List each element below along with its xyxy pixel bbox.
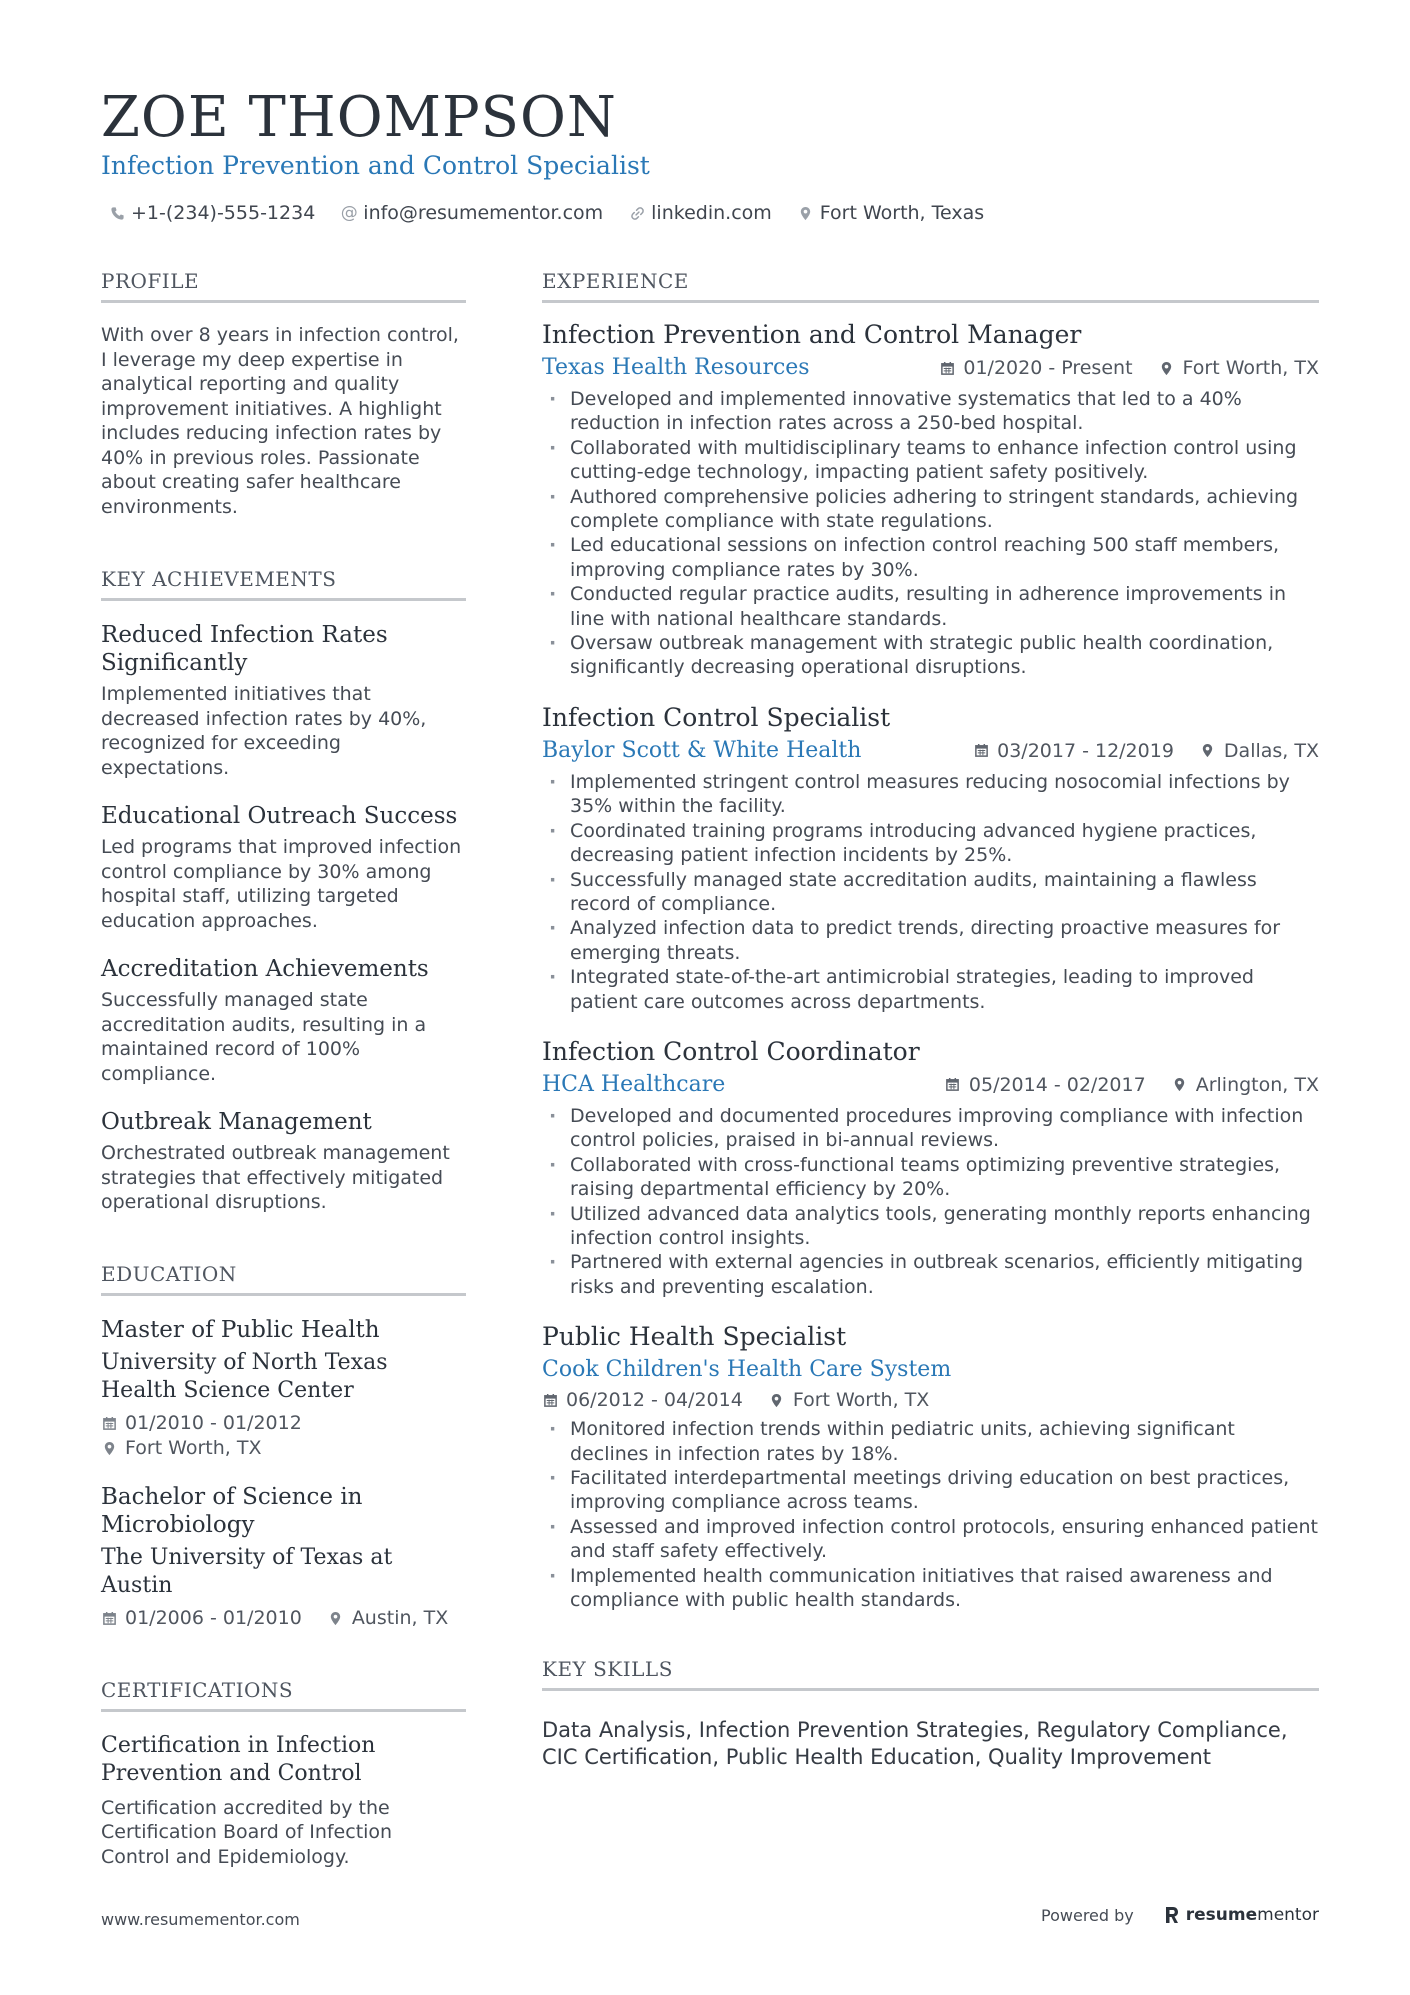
job-bullet: · Coordinated training programs introducing advanced hygiene practices, decreasing patient infection incidents by 25%.	[542, 819, 1319, 868]
dates-text: 03/2017 - 12/2019	[997, 739, 1174, 762]
job-dates	[945, 1072, 1146, 1098]
job-row	[542, 353, 1319, 383]
achievement-title: Outbreak Management	[101, 1109, 372, 1135]
job-bullets	[542, 387, 1319, 680]
map-pin-icon	[798, 204, 814, 222]
dates-text: 01/2020 - Present	[963, 357, 1133, 379]
powered-by-label: Powered by	[1041, 1905, 1134, 1925]
job-bullets	[542, 1104, 1319, 1299]
dates-text: 01/2006 - 01/2010	[125, 1606, 302, 1629]
certification-title: Certification in Infection Prevention and Control	[101, 1732, 376, 1786]
calendar-icon	[939, 359, 955, 377]
achievements-heading: KEY ACHIEVEMENTS	[101, 566, 466, 601]
location-text: Fort Worth, TX	[792, 1389, 930, 1412]
education-dates-location	[101, 1606, 466, 1631]
education-item	[101, 1483, 466, 1631]
certification-item	[101, 1732, 466, 1870]
job-bullet: · Utilized advanced data analytics tools, generating monthly reports enhancing infection control insights.	[542, 1202, 1319, 1251]
job-title: Public Health Specialist	[542, 1322, 847, 1352]
brand-logo-link[interactable]	[1164, 1904, 1319, 1926]
contact-location	[798, 200, 984, 226]
left-column	[101, 268, 466, 1869]
job-bullets	[542, 770, 1319, 1014]
company-name: Texas Health Resources	[542, 355, 810, 380]
education-dates	[101, 1411, 466, 1436]
job-location	[1200, 738, 1319, 764]
contact-linkedin[interactable]	[629, 200, 772, 226]
job-bullet: · Led educational sessions on infection control reaching 500 staff members, improving compliance rates by 30%.	[542, 533, 1319, 582]
job-bullet: · Collaborated with cross-functional teams optimizing preventive strategies, raising departmental efficiency by 20%.	[542, 1153, 1319, 1202]
contact-email[interactable]	[341, 200, 603, 226]
location-text: Austin, TX	[351, 1606, 449, 1629]
calendar-icon	[101, 1609, 117, 1627]
map-pin-icon	[769, 1391, 785, 1409]
location-text: Fort Worth, TX	[125, 1436, 262, 1459]
job-meta	[973, 738, 1319, 764]
profile-heading: PROFILE	[101, 268, 466, 303]
job-entry	[542, 319, 1319, 680]
job-bullet: · Developed and implemented innovative systematics that led to a 40% reduction in infection rates across a 250-bed hospital.	[542, 387, 1319, 436]
education-location	[101, 1436, 466, 1461]
map-pin-icon	[101, 1439, 117, 1457]
achievement-item	[101, 1108, 466, 1215]
job-dates	[973, 738, 1174, 764]
map-pin-icon	[1200, 742, 1216, 760]
job-bullet: · Integrated state-of-the-art antimicrobial strategies, leading to improved patient care outcomes across departments.	[542, 965, 1319, 1014]
footer-website[interactable]: www.resumementor.com	[101, 1910, 300, 1929]
certifications-heading: CERTIFICATIONS	[101, 1677, 466, 1712]
achievement-item	[101, 802, 466, 933]
phone-text: +1-(234)-555-1234	[131, 202, 316, 224]
resume-page	[101, 0, 1319, 1995]
brand-rest-text: mentor	[1257, 1905, 1319, 1925]
job-location	[769, 1387, 929, 1413]
job-bullet: · Implemented stringent control measures reducing nosocomial infections by 35% within the facility.	[542, 770, 1319, 819]
job-bullet: · Developed and documented procedures improving compliance with infection control policies, praised in bi-annual reviews.	[542, 1104, 1319, 1153]
achievement-desc: Led programs that improved infection control compliance by 30% among hospital staff, utilizing targeted education approaches.	[101, 836, 462, 932]
at-icon: @	[340, 203, 358, 223]
degree-title: Master of Public Health	[101, 1316, 380, 1343]
job-bullet: · Analyzed infection data to predict trends, directing proactive measures for emerging threats.	[542, 916, 1319, 965]
location-text: Fort Worth, Texas	[819, 202, 985, 224]
achievement-item	[101, 955, 466, 1086]
degree-title: Bachelor of Science in Microbiology	[101, 1483, 363, 1538]
job-row	[542, 736, 1319, 766]
footer-branding	[1041, 1904, 1319, 1926]
location-text: Arlington, TX	[1195, 1073, 1319, 1096]
job-bullet: · Collaborated with multidisciplinary teams to enhance infection control using cutting-edge technology, impacting patient safety positively.	[542, 436, 1319, 485]
job-title: Infection Control Specialist	[542, 702, 891, 732]
job-bullet: · Implemented health communication initiatives that raised awareness and compliance with public health standards.	[542, 1564, 1319, 1613]
job-entry	[542, 1036, 1319, 1299]
achievement-title: Reduced Infection Rates Significantly	[101, 622, 388, 676]
job-location	[1172, 1072, 1319, 1098]
achievement-desc: Implemented initiatives that decreased infection rates by 40%, recognized for exceeding expectations.	[101, 683, 427, 779]
resumementor-logo-icon	[1164, 1904, 1180, 1926]
achievement-desc: Orchestrated outbreak management strategies that effectively mitigated operational disruptions.	[101, 1142, 450, 1213]
achievement-item	[101, 621, 466, 780]
certification-desc: Certification accredited by the Certification Board of Infection Control and Epidemiology.	[101, 1796, 393, 1868]
email-text: info@resumementor.com	[363, 202, 604, 224]
company-name: Cook Children's Health Care System	[542, 1357, 952, 1383]
job-meta	[542, 1387, 1319, 1413]
job-bullet: · Assessed and improved infection control protocols, ensuring enhanced patient and staff safety effectively.	[542, 1515, 1319, 1564]
education-heading: EDUCATION	[101, 1261, 466, 1296]
right-column	[542, 268, 1319, 1770]
map-pin-icon	[1159, 359, 1175, 377]
calendar-icon	[542, 1391, 558, 1409]
job-dates	[939, 355, 1132, 381]
candidate-title: Infection Prevention and Control Specialist	[101, 151, 650, 180]
contact-bar	[109, 200, 984, 226]
job-entry	[542, 702, 1319, 1014]
job-bullet: · Facilitated interdepartmental meetings driving education on best practices, improving compliance across teams.	[542, 1466, 1319, 1515]
calendar-icon	[973, 742, 989, 760]
job-entry	[542, 1321, 1319, 1612]
dates-text: 06/2012 - 04/2014	[566, 1389, 743, 1412]
job-bullet: · Oversaw outbreak management with strategic public health coordination, significantly decreasing operational disruptions.	[542, 631, 1319, 680]
contact-phone	[109, 200, 315, 226]
job-bullet: · Successfully managed state accreditation audits, maintaining a flawless record of compliance.	[542, 868, 1319, 917]
profile-text: With over 8 years in infection control, I leverage my deep expertise in analytical reporting and quality improvement initiatives. A highlight includes reducing infection rates by 40% in previous roles. Passionate about creating safer healthcare environments.	[101, 324, 459, 518]
job-meta	[945, 1072, 1319, 1098]
skills-heading: KEY SKILLS	[542, 1656, 1319, 1691]
job-location	[1159, 355, 1319, 381]
achievement-title: Educational Outreach Success	[101, 803, 458, 829]
education-item	[101, 1316, 466, 1461]
location-text: Dallas, TX	[1223, 739, 1319, 762]
job-dates	[542, 1387, 743, 1413]
experience-heading: EXPERIENCE	[542, 268, 1319, 303]
job-title: Infection Prevention and Control Manager	[542, 320, 1082, 349]
linkedin-text: linkedin.com	[651, 202, 772, 224]
job-row	[542, 1070, 1319, 1100]
achievement-title: Accreditation Achievements	[101, 956, 429, 982]
company-name: HCA Healthcare	[542, 1071, 726, 1097]
brand-bold-text: resume	[1185, 1905, 1258, 1925]
achievement-desc: Successfully managed state accreditation audits, resulting in a maintained record of 100% compliance.	[101, 989, 427, 1085]
job-bullet: · Monitored infection trends within pediatric units, achieving significant declines in infection rates by 18%.	[542, 1417, 1319, 1466]
company-name: Baylor Scott & White Health	[542, 737, 862, 763]
map-pin-icon	[328, 1609, 344, 1627]
job-bullet: · Authored comprehensive policies adhering to stringent standards, achieving complete compliance with state regulations.	[542, 485, 1319, 534]
calendar-icon	[101, 1414, 117, 1432]
school-name: University of North Texas Health Science Center	[101, 1349, 388, 1403]
job-bullet: · Conducted regular practice audits, resulting in adherence improvements in line with national healthcare standards.	[542, 582, 1319, 631]
job-title: Infection Control Coordinator	[542, 1036, 920, 1066]
candidate-name: ZOE THOMPSON	[101, 85, 617, 150]
job-bullets	[542, 1417, 1319, 1612]
dates-text: 05/2014 - 02/2017	[968, 1073, 1146, 1096]
job-meta	[939, 355, 1319, 381]
link-icon	[629, 204, 645, 222]
map-pin-icon	[1172, 1076, 1188, 1094]
skills-text: Data Analysis, Infection Prevention Strategies, Regulatory Compliance, CIC Certification, Public Health Education, Quality Improvement	[542, 1718, 1288, 1769]
phone-icon	[109, 204, 125, 222]
location-text: Fort Worth, TX	[1182, 357, 1319, 379]
dates-text: 01/2010 - 01/2012	[125, 1411, 302, 1434]
school-name: The University of Texas at Austin	[101, 1544, 393, 1598]
calendar-icon	[945, 1076, 961, 1094]
job-bullet: · Partnered with external agencies in outbreak scenarios, efficiently mitigating risks and preventing escalation.	[542, 1250, 1319, 1299]
